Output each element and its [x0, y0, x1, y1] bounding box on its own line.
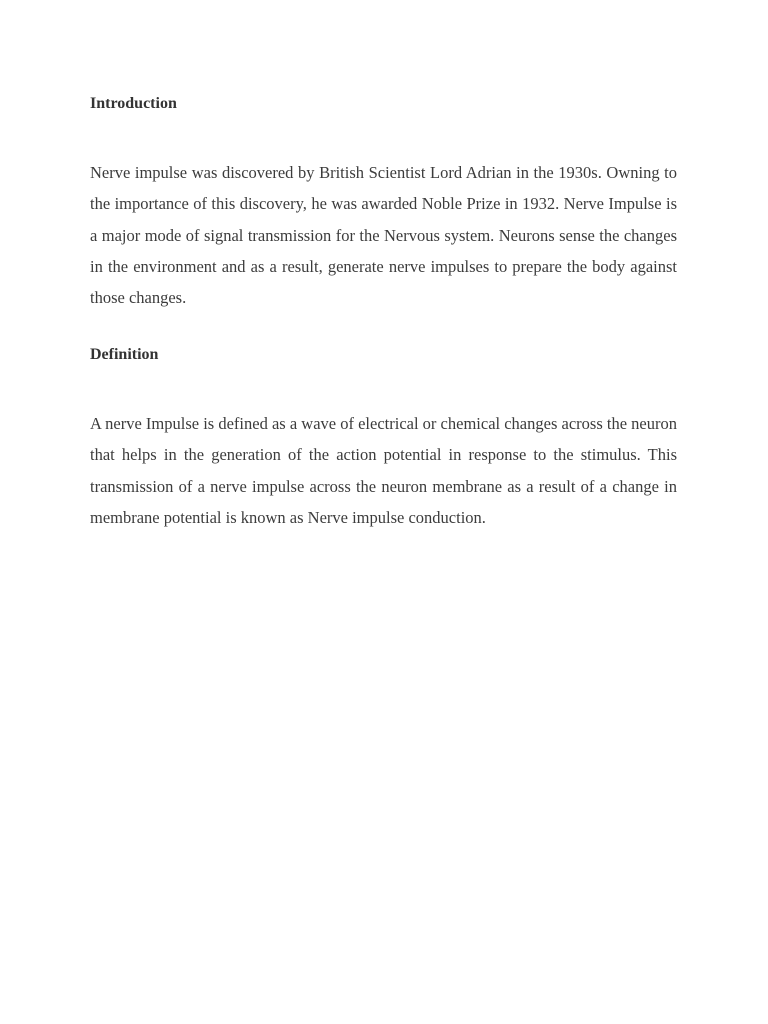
section-body-definition: A nerve Impulse is defined as a wave of electrical or chemical changes across the neuron that helps in the generation of the action potential in response to the stimulus. This transmission of a nerve impulse across the neuron membrane as a result of a change in membrane potential is known as Nerve impulse conduction. [90, 414, 677, 527]
section-body-introduction: Nerve impulse was discovered by British Scientist Lord Adrian in the 1930s. Owning to the importance of this discovery, he was awarded Noble Prize in 1932. Nerve Impulse is a major mode of signal transmission for the Nervous system. Neurons sense the changes in the environment and as a result, generate nerve impulses to prepare the body against those changes. [90, 163, 677, 307]
section-heading-definition: Definition [90, 346, 159, 363]
section-heading-introduction: Introduction [90, 95, 177, 112]
